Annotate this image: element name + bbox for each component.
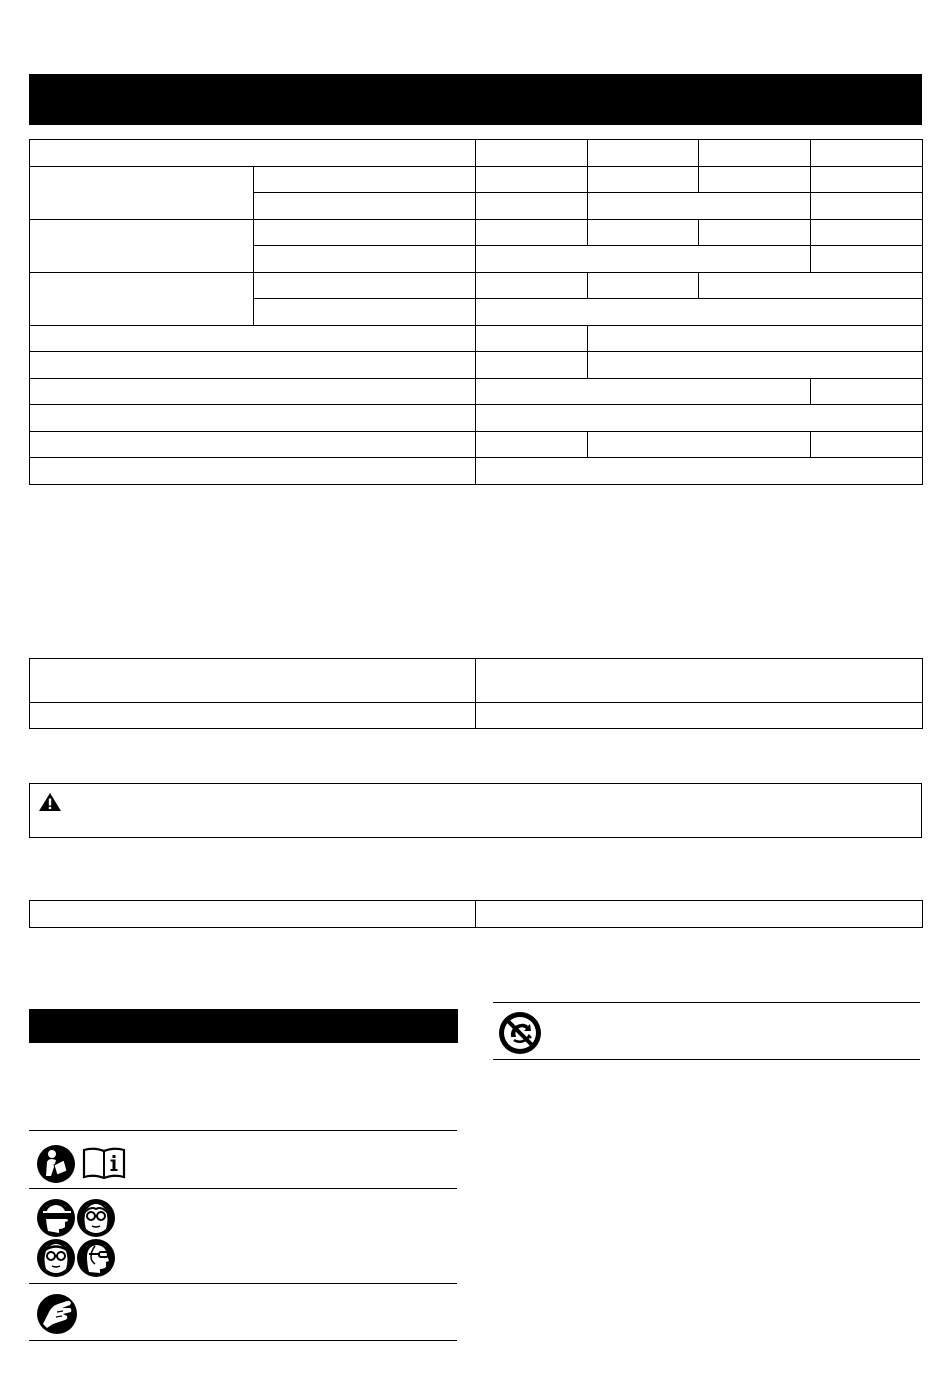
table-cell bbox=[699, 166, 811, 193]
symbol-row-no-disposal bbox=[493, 1002, 920, 1060]
table-row bbox=[30, 431, 923, 458]
table-cell bbox=[588, 325, 923, 352]
table-cell bbox=[30, 405, 476, 432]
table-cell bbox=[588, 193, 811, 220]
warning-box bbox=[29, 783, 922, 838]
table-cell bbox=[811, 166, 923, 193]
table-cell bbox=[254, 246, 476, 273]
table-cell bbox=[476, 703, 923, 729]
table-cell bbox=[476, 901, 923, 928]
table-cell bbox=[30, 219, 254, 272]
safety-glasses-side-icon bbox=[77, 1239, 115, 1277]
table-row bbox=[30, 703, 923, 729]
table-cell bbox=[30, 703, 476, 729]
table-cell bbox=[30, 378, 476, 405]
table-row bbox=[30, 901, 923, 928]
table-row bbox=[30, 458, 923, 485]
table-row bbox=[30, 659, 923, 703]
table-cell bbox=[30, 458, 476, 485]
table-cell bbox=[811, 246, 923, 273]
safety-goggles-icon bbox=[77, 1199, 115, 1237]
table-cell bbox=[476, 431, 588, 458]
vibration-table bbox=[29, 900, 923, 928]
table-cell bbox=[30, 140, 476, 167]
table-cell bbox=[476, 458, 923, 485]
symbol-row-eye-protection bbox=[29, 1188, 457, 1283]
table-cell bbox=[588, 352, 923, 379]
header-bar bbox=[29, 74, 922, 125]
table-cell bbox=[476, 405, 923, 432]
table-cell bbox=[254, 272, 476, 299]
no-disposal-icon bbox=[499, 1012, 541, 1054]
symbol-row-read-manual bbox=[29, 1130, 457, 1188]
table-cell bbox=[476, 246, 811, 273]
table-cell bbox=[476, 299, 923, 326]
table-cell bbox=[30, 901, 476, 928]
table-cell bbox=[699, 219, 811, 246]
symbol-row-hand-protection bbox=[29, 1283, 457, 1341]
table-row bbox=[30, 140, 923, 167]
table-cell bbox=[588, 140, 699, 167]
table-cell bbox=[476, 659, 923, 703]
table-cell bbox=[476, 193, 588, 220]
table-cell bbox=[30, 659, 476, 703]
table-cell bbox=[476, 272, 588, 299]
warning-triangle-icon bbox=[38, 792, 62, 812]
section-header-bar bbox=[29, 1009, 458, 1043]
table-row bbox=[30, 405, 923, 432]
table-cell bbox=[588, 431, 811, 458]
hand-protection-icon bbox=[37, 1294, 77, 1334]
table-cell bbox=[476, 140, 588, 167]
table-cell bbox=[254, 219, 476, 246]
table-cell bbox=[476, 352, 588, 379]
table-cell bbox=[254, 166, 476, 193]
table-cell bbox=[811, 219, 923, 246]
specifications-table bbox=[29, 139, 923, 485]
table-cell bbox=[254, 193, 476, 220]
table-row bbox=[30, 219, 923, 246]
read-manual-icon bbox=[37, 1145, 75, 1183]
table-cell bbox=[254, 299, 476, 326]
table-cell bbox=[30, 352, 476, 379]
manual-info-book-icon bbox=[82, 1146, 126, 1180]
table-cell bbox=[30, 325, 476, 352]
table-cell bbox=[699, 140, 811, 167]
table-row bbox=[30, 166, 923, 193]
noise-table bbox=[29, 658, 923, 729]
table-row bbox=[30, 378, 923, 405]
table-cell bbox=[476, 166, 588, 193]
table-cell bbox=[476, 325, 588, 352]
table-cell bbox=[699, 272, 923, 299]
safety-glasses-icon bbox=[37, 1239, 75, 1277]
table-cell bbox=[811, 140, 923, 167]
table-cell bbox=[30, 431, 476, 458]
table-cell bbox=[811, 193, 923, 220]
table-cell bbox=[476, 219, 588, 246]
table-cell bbox=[30, 272, 254, 325]
table-cell bbox=[811, 431, 923, 458]
table-cell bbox=[588, 166, 699, 193]
table-cell bbox=[30, 166, 254, 219]
table-row bbox=[30, 325, 923, 352]
table-cell bbox=[588, 272, 699, 299]
table-cell bbox=[811, 378, 923, 405]
table-row bbox=[30, 272, 923, 299]
face-shield-icon bbox=[37, 1199, 75, 1237]
table-row bbox=[30, 352, 923, 379]
table-cell bbox=[476, 378, 811, 405]
table-cell bbox=[588, 219, 699, 246]
